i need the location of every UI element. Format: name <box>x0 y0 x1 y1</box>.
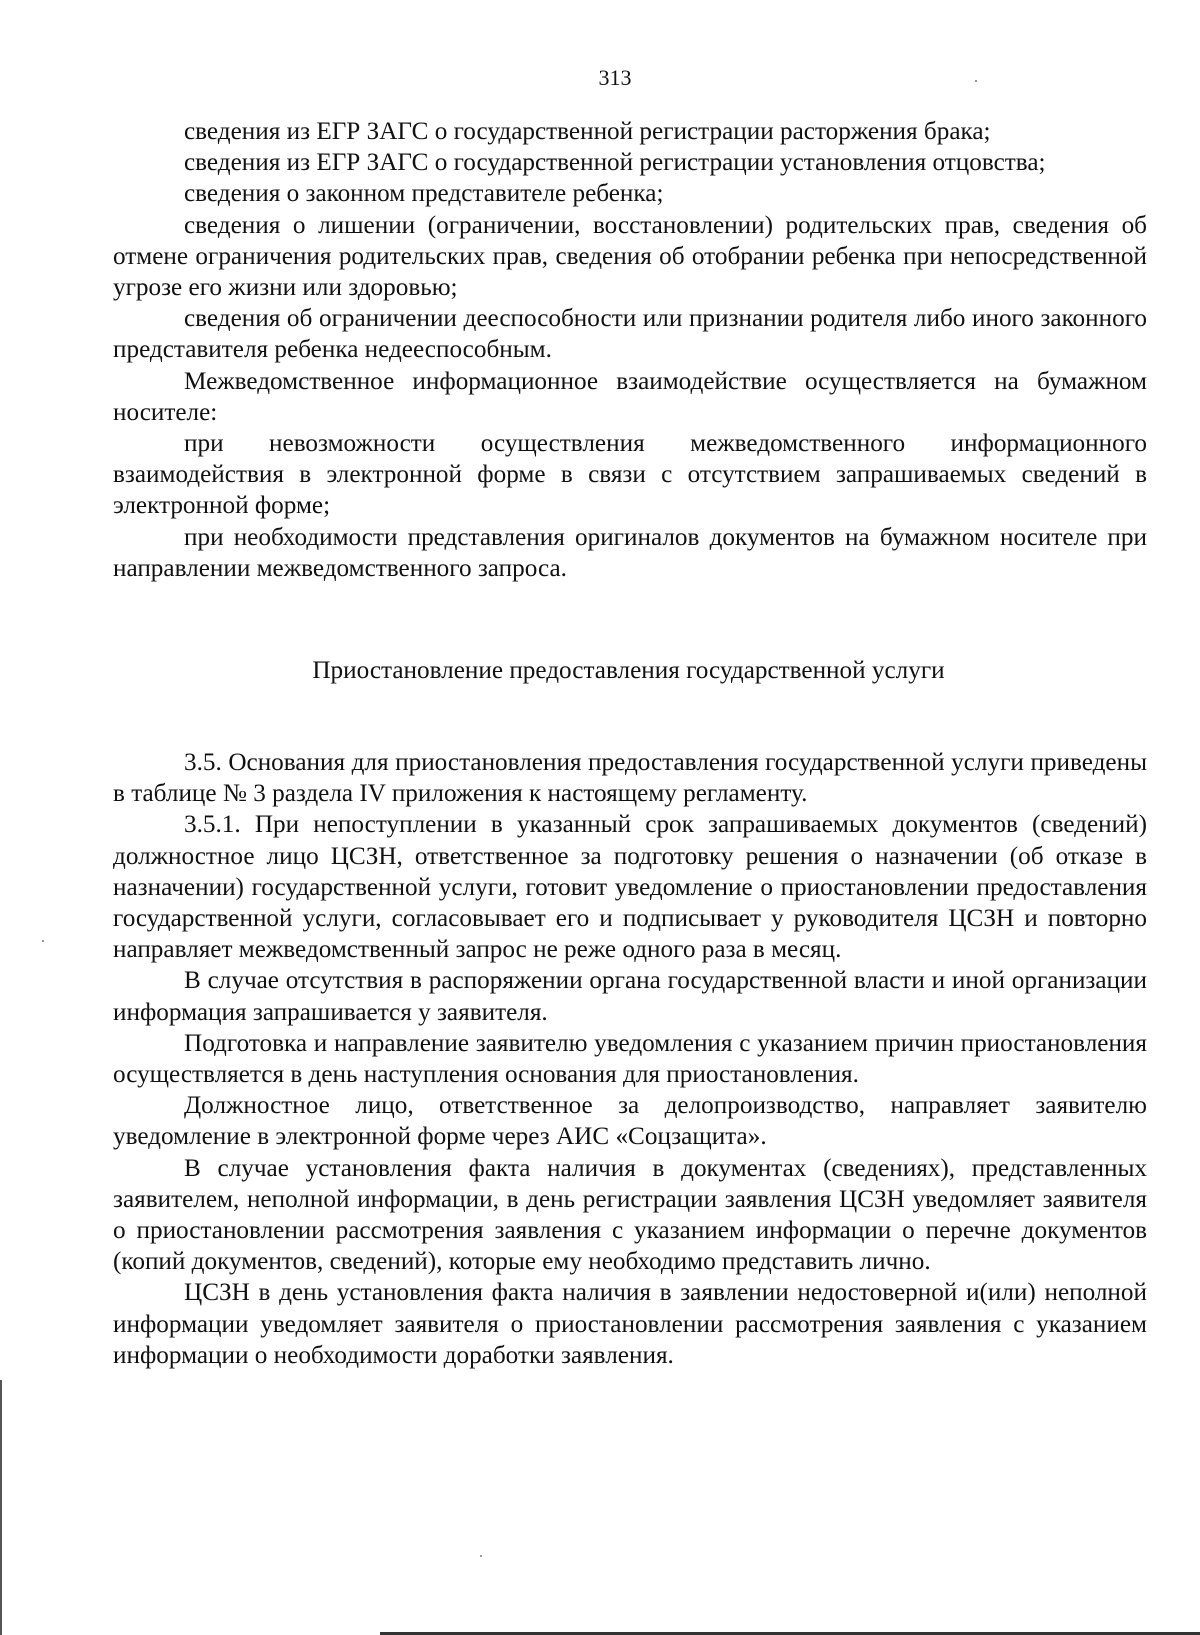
paragraph: сведения о законном представителе ребенка; <box>184 180 664 208</box>
paragraph: сведения из ЕГР ЗАГС о государственной регистрации расторжения брака; <box>184 118 991 145</box>
page-number: 313 <box>598 65 632 90</box>
paragraph: при необходимости представления оригиналов документов на бумажном носителе при направлении межведомственного запроса. <box>113 523 1147 582</box>
paragraph: сведения об ограничении дееспособности или признании родителя либо иного законного представителя ребенка недееспособным. <box>113 305 1147 364</box>
paragraph: 3.5. Основания для приостановления предоставления государственной услуги приведены в таблице № 3 раздела IV приложения к настоящему регламенту. <box>113 749 1147 808</box>
scan-edge-left <box>0 1380 2 1635</box>
paragraph: Подготовка и направление заявителю уведомления с указанием причин приостановления осуществляется в день наступления основания для приостановления. <box>113 1029 1147 1089</box>
paragraph: В случае отсутствия в распоряжении органа государственной власти и иной организации информация запрашивается у заявителя. <box>113 967 1147 1026</box>
paragraph: сведения о лишении (ограничении, восстановлении) родительских прав, сведения об отмене ограничения родительских прав, сведения об отобрании ребенка при непосредственной угрозе его жизни или здоровью; <box>113 211 1147 302</box>
bottom-text-block <box>113 747 1147 1371</box>
scan-speck <box>42 940 44 942</box>
paragraph: 3.5.1. При непоступлении в указанный срок запрашиваемых документов (сведений) должностное лицо ЦСЗН, ответственное за подготовку решения о назначении (об отказе в назначении) государственной услуги, готовит уведомление о приостановлении предоставления государственной услуги, согласовывает его и подписывает у руководителя ЦСЗН и повторно направляет межведомственный запрос не реже одного раза в месяц. <box>113 811 1147 964</box>
paragraph: В случае установления факта наличия в документах (сведениях), представленных заявителем, неполной информации, в день регистрации заявления ЦСЗН уведомляет заявителя о приостановлении рассмотрения заявления с указанием информации о перечне документов (копий документов, сведений), которые ему необходимо представить лично. <box>113 1154 1147 1276</box>
paragraph: Межведомственное информационное взаимодействие осуществляется на бумажном носителе: <box>113 367 1147 426</box>
paragraph: сведения из ЕГР ЗАГС о государственной регистрации установления отцовства; <box>184 149 1046 177</box>
scan-speck <box>480 1555 482 1557</box>
section-heading: Приостановление предоставления государственной услуги <box>312 657 945 684</box>
paragraph: при невозможности осуществления межведомственного информационного взаимодействия в электронной форме в связи с отсутствием запрашиваемых сведений в электронной форме; <box>113 430 1147 520</box>
paragraph: Должностное лицо, ответственное за делопроизводство, направляет заявителю уведомление в электронной форме через АИС «Соцзащита». <box>113 1092 1147 1151</box>
scan-speck <box>975 80 977 82</box>
top-text-block <box>113 116 1147 584</box>
paragraph: ЦСЗН в день установления факта наличия в заявлении недостоверной и(или) неполной информации уведомляет заявителя о приостановлении рассмотрения заявления с указанием информации о необходимости доработки заявления. <box>113 1279 1147 1369</box>
